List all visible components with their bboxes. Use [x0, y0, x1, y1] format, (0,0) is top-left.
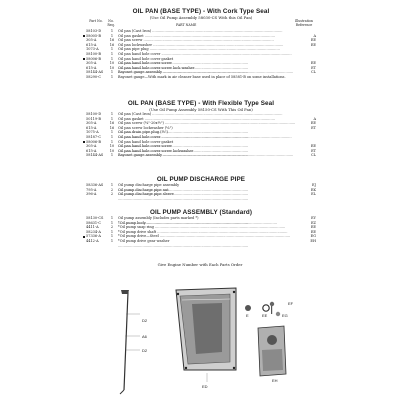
table-row	[86, 239, 316, 244]
part-name: Oil pump discharge pipe sleeve .....	[118, 192, 296, 201]
part-name: Oil pan hand hole cover screw .....	[118, 61, 296, 70]
header-no-req: No. Req.	[107, 19, 115, 27]
parts-illustration	[0, 270, 400, 400]
part-name: Bayonet gauge—With mark in air cleaner base used in place of 58581-B on some installations.	[118, 74, 286, 79]
quantity-required: 1	[110, 238, 114, 243]
quantity-required: 1	[110, 112, 114, 116]
illustration-reference: ET	[311, 65, 316, 70]
label-e: E	[246, 313, 249, 318]
part-name: Oil pan hand hole cover screw lockwasher .....	[118, 149, 296, 158]
part-name: Oil pan hand hole cover .....	[118, 52, 296, 57]
parts-table	[86, 216, 316, 244]
illustration-reference: A	[313, 116, 316, 121]
part-name: *Oil pump body .....	[118, 221, 296, 226]
part-name: Oil pan pipe plug .....	[118, 47, 296, 52]
quantity-required: 16	[109, 125, 115, 130]
part-number: 795-A	[86, 187, 97, 192]
header-part-no: Part No.	[89, 19, 103, 23]
part-number: 58631-C	[86, 220, 101, 225]
label-eg: EG	[282, 313, 288, 318]
bullet-marker	[83, 141, 85, 143]
part-number: 58144-AS	[86, 153, 104, 158]
header-illustration-ref: Illustration Reference	[295, 19, 313, 27]
illustration-reference: EY	[311, 216, 316, 220]
part-name: Oil pan gasket .....	[118, 34, 296, 39]
quantity-required: 10	[109, 148, 115, 153]
illustration-reference: EJ	[312, 183, 316, 187]
illustration-reference: ET	[311, 148, 316, 153]
quantity-required: 1	[110, 153, 114, 158]
label-a6: A6	[142, 334, 147, 339]
quantity-required: 1	[110, 139, 114, 144]
footer-note: Give Engine Number with Each Parts Order	[157, 262, 243, 267]
part-name: Oil pan (Cast Iron) .....	[118, 112, 296, 117]
illustration-reference: EE	[310, 42, 316, 47]
section-title: OIL PUMP DISCHARGE PIPE	[156, 176, 246, 183]
part-name: Oil pan gasket .....	[118, 117, 296, 122]
illustration-reference: EE	[310, 38, 316, 43]
parts-table	[86, 29, 316, 84]
quantity-required: 1	[110, 51, 114, 56]
part-name: Oil pan lockwasher .....	[118, 43, 296, 48]
part-name: Oil pan hand hole cover gasket .....	[118, 140, 296, 149]
part-name: Oil pan drain pipe plug (½") .....	[118, 130, 296, 139]
quantity-required: 1	[110, 134, 114, 139]
illustration-reference: ET	[311, 125, 316, 130]
illustration-reference: EE	[310, 144, 316, 149]
bullet-marker	[83, 236, 85, 238]
quantity-required: 1	[110, 47, 114, 52]
quantity-required: 1	[110, 74, 114, 79]
part-number: 58290-C	[86, 74, 101, 79]
table-row	[86, 153, 316, 158]
illustration-reference: CL	[310, 153, 316, 158]
quantity-required: 1	[110, 56, 114, 61]
quantity-required: 2	[110, 192, 114, 197]
quantity-required: 1	[110, 116, 114, 121]
label-d2: D2	[142, 318, 148, 323]
bullet-marker	[83, 58, 85, 60]
quantity-required: 1	[110, 234, 114, 239]
part-number: 58144-AS	[86, 70, 104, 75]
part-name: Oil pump assembly (Includes parts marked *) .....	[118, 216, 296, 225]
part-name: *Oil pump drive shaft .....	[118, 230, 296, 235]
illustration-reference: EZ	[311, 220, 316, 225]
table-row	[86, 192, 316, 197]
part-number: 58336-AS	[86, 183, 104, 187]
part-name: Oil pan screw .....	[118, 38, 296, 43]
part-number: 615-A	[86, 42, 97, 47]
section-title: OIL PAN (BASE TYPE) - With Flexible Type Seal	[127, 100, 275, 107]
part-number: 305-A	[86, 61, 97, 66]
part-name: Oil pan hand hole cover gasket .....	[118, 57, 296, 66]
label-ed: ED	[202, 384, 208, 389]
part-number: 615-A	[86, 125, 97, 130]
illustration-reference: EL	[311, 192, 316, 197]
part-name: Oil pan hand hole cover screw .....	[118, 144, 296, 153]
part-number: 58100-D	[86, 112, 102, 116]
quantity-required: 2	[110, 225, 114, 230]
part-number: 58130-CS	[86, 216, 104, 220]
section-title: OIL PAN (BASE TYPE) - With Cork Type Seal	[132, 8, 270, 15]
illustration-reference: EE	[310, 229, 316, 234]
part-number: 305-A	[86, 144, 97, 149]
illustration-reference: EG	[310, 234, 316, 239]
part-name: Oil pump discharge pipe assembly .....	[118, 183, 296, 192]
quantity-required: 10	[109, 144, 115, 149]
quantity-required: 2	[110, 187, 114, 192]
part-name: *Oil pump drive gear washer .....	[118, 239, 296, 248]
part-name: Bayonet gauge assembly .....	[118, 70, 296, 75]
part-number: 58006-B	[86, 56, 101, 61]
part-name: Oil pan hand hole cover .....	[118, 135, 296, 140]
oil-pan-figure	[176, 288, 236, 370]
label-ef: EF	[288, 301, 294, 306]
quantity-required: 1	[110, 220, 114, 225]
quantity-required: 1	[110, 70, 114, 75]
hand-hole-cover-figure	[258, 326, 286, 376]
quantity-required: 1	[110, 130, 114, 135]
part-name: *Oil pump snap ring .....	[118, 225, 296, 230]
section-oil-pan-flexible	[86, 100, 316, 158]
quantity-required: 1	[110, 29, 114, 33]
quantity-required: 1	[110, 216, 114, 220]
illustration-reference: EE	[310, 61, 316, 66]
label-eh: EH	[272, 378, 278, 383]
part-number: 615-A	[86, 148, 97, 153]
quantity-required: 1	[110, 183, 114, 187]
parts-table	[86, 112, 316, 158]
part-name: *Oil pump drive—Steel .....	[118, 234, 296, 239]
part-number: 1073-A	[86, 47, 99, 52]
part-name: Bayonet gauge assembly .....	[118, 153, 296, 158]
label-ee: EE	[262, 313, 268, 318]
part-number: 396-A	[86, 192, 97, 197]
part-number: 58005-B	[86, 33, 101, 38]
part-number: 50119-B	[86, 116, 101, 121]
illustration-reference: EE	[310, 225, 316, 230]
bayonet-gauge-figure	[120, 290, 129, 394]
part-name: Oil pump discharge pipe nut .....	[118, 188, 296, 197]
quantity-required: 1	[110, 229, 114, 234]
illustration-reference: EH	[310, 238, 316, 243]
quantity-required: 16	[109, 38, 115, 43]
illustration-reference: A	[313, 33, 316, 38]
quantity-required: 10	[109, 61, 115, 66]
section-oil-pump-assembly	[86, 209, 316, 244]
quantity-required: 10	[109, 65, 115, 70]
part-name: Oil pan hand hole cover screw lock washer .....	[118, 66, 296, 75]
part-number: 4412-A	[86, 238, 99, 243]
illustration-reference: EE	[310, 121, 316, 126]
section-subtitle: (Use Oil Pump Assembly 58150-CS With This Oil Pan)	[149, 107, 253, 112]
section-oil-pan-cork	[86, 8, 316, 84]
part-number: 57336-A	[86, 234, 101, 239]
illustration-reference: EK	[310, 187, 316, 192]
label-d2b: D2	[142, 348, 148, 353]
part-number: 615-A	[86, 65, 97, 70]
section-discharge-pipe	[86, 176, 316, 197]
part-number: 4411-A	[86, 225, 99, 230]
part-name: Oil pan (Cast Iron) .....	[118, 29, 296, 34]
quantity-required: 1	[110, 33, 114, 38]
quantity-required: 16	[109, 42, 115, 47]
part-number: 58103-D	[86, 29, 102, 33]
parts-table	[86, 183, 316, 197]
part-number: 58006-B	[86, 139, 101, 144]
part-number: 305-A	[86, 121, 97, 126]
part-name: Oil pan screw (¼"-20x½") .....	[118, 121, 296, 126]
section-title: OIL PUMP ASSEMBLY (Standard)	[149, 209, 253, 216]
table-header	[86, 20, 316, 29]
part-name: Oil pan screw lockwasher (¼") .....	[118, 126, 296, 135]
part-number: 58234-A	[86, 229, 101, 234]
section-subtitle: (Use Oil Pump Assembly 58030-CS With this Oil Pan)	[149, 15, 253, 20]
part-number: 58100-B	[86, 51, 101, 56]
bullet-marker	[83, 35, 85, 37]
part-number: 1075-A	[86, 130, 99, 135]
part-number: 305-A	[86, 38, 97, 43]
part-number: 58187-C	[86, 134, 101, 139]
illustration-reference: CL	[310, 70, 316, 75]
header-part-name: PART NAME	[176, 23, 197, 27]
quantity-required: 16	[109, 121, 115, 126]
table-row	[86, 75, 316, 84]
